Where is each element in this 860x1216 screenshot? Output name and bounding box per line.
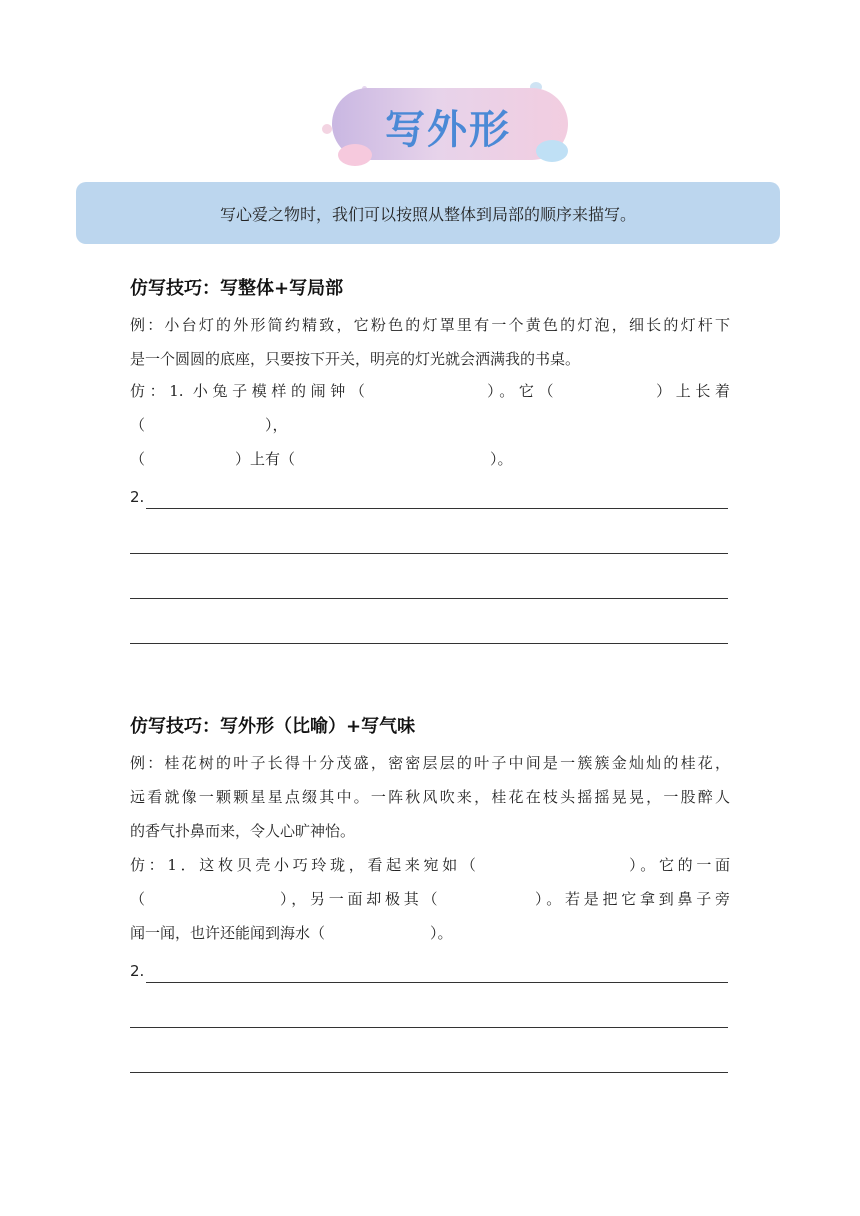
tip-banner: 写心爱之物时，我们可以按照从整体到局部的顺序来描写。	[76, 182, 780, 244]
section2-example-line3: 的香气扑鼻而来，令人心旷神怡。	[130, 822, 356, 840]
section2-fang-line2: （ ），另一面却极其（ ）。若是把它拿到鼻子旁	[130, 890, 730, 908]
writing-line[interactable]	[130, 1072, 728, 1073]
section1-fang-line2: （ ），	[130, 416, 288, 434]
writing-line[interactable]	[146, 982, 728, 983]
section1-heading: 仿写技巧：写整体+写局部	[130, 278, 344, 299]
section2-example-line2: 远看就像一颗颗星星点缀其中。一阵秋风吹来，桂花在枝头摇摇晃晃，一股醉人	[130, 788, 730, 806]
title-decoration	[318, 80, 578, 172]
writing-line[interactable]	[130, 553, 728, 554]
section2-item2-label: 2.	[130, 962, 145, 980]
section2-fang-line1: 仿：1．这枚贝壳小巧玲珑，看起来宛如（ ）。它的一面	[130, 856, 730, 874]
section1-example-line1: 例：小台灯的外形简约精致，它粉色的灯罩里有一个黄色的灯泡，细长的灯杆下	[130, 316, 730, 334]
writing-line[interactable]	[130, 598, 728, 599]
section2-fang-line3: 闻一闻，也许还能闻到海水（ ）。	[130, 924, 453, 942]
section2-heading: 仿写技巧：写外形（比喻）+写气味	[130, 716, 416, 737]
page-title: 写外形	[385, 107, 511, 153]
section1-fang-line3: （ ）上有（ ）。	[130, 450, 513, 468]
section1-example-line2: 是一个圆圆的底座，只要按下开关，明亮的灯光就会洒满我的书桌。	[130, 350, 581, 368]
writing-line[interactable]	[146, 508, 728, 509]
section1-fang-line1: 仿：1. 小兔子模样的闹钟（ ）。它（ ）上长着	[130, 382, 730, 400]
writing-line[interactable]	[130, 643, 728, 644]
writing-line[interactable]	[130, 1027, 728, 1028]
section2-example-line1: 例：桂花树的叶子长得十分茂盛，密密层层的叶子中间是一簇簇金灿灿的桂花，	[130, 754, 730, 772]
section1-item2-label: 2.	[130, 488, 145, 506]
